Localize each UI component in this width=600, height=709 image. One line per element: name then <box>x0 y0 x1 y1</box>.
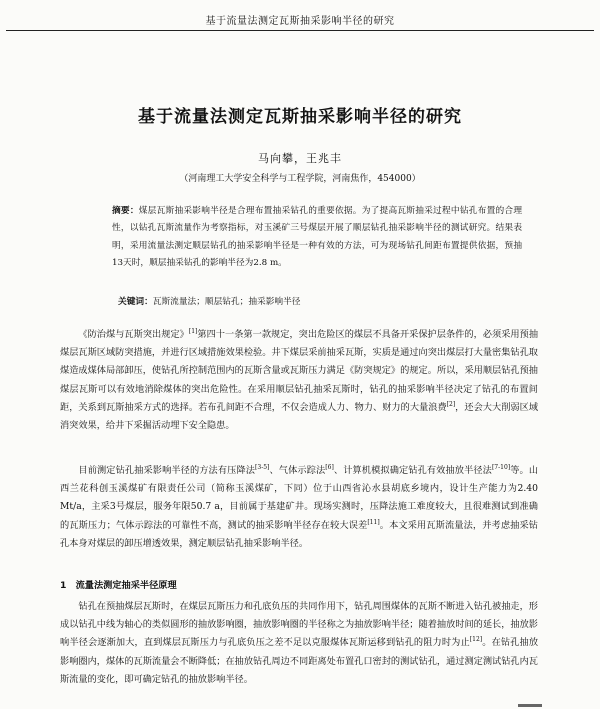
p3-text-a: 钻孔在预抽煤层瓦斯时，在煤层瓦斯压力和孔底负压的共同作用下，钻孔周围煤体的瓦斯不断进入钻孔被抽走，形成以钻孔中线为轴心的类似圆形的抽放影响圈，抽放影响圈的半径称之为抽放影响半径；随着抽放时间的延长，抽放影响半径会逐渐加大，直到煤层瓦斯压力与孔底负压之差不足以克服煤体瓦斯运移到钻孔的阻力时为止 <box>60 601 538 649</box>
p2-text-e: 。本文采用瓦斯流量法，并考虑抽采钻孔本身对煤层的卸压增透效果，测定顺层钻孔抽采影响半径。 <box>60 519 538 549</box>
citation-12: [12] <box>469 636 483 644</box>
p2-text-c: 、计算机模拟确定钻孔有效抽放半径法 <box>333 465 492 476</box>
citation-2: [2] <box>446 400 456 408</box>
p1-text-c: ，还会大大削弱区域消突效果，给井下采掘活动埋下安全隐患。 <box>60 401 539 432</box>
citation-7-10: [7-10] <box>491 463 511 471</box>
p1-text-b: 第四十一条第一款规定，突出危险区的煤层不具备开采保护层条件的，必须采用预抽煤层瓦斯区域防突措施，并进行区域措施效果检验。井下煤层采前抽采瓦斯，实质是通过向突出煤层打大量密集钻孔取煤造成煤体局部卸压，使钻孔所控制范围内的瓦斯含量或瓦斯压力满足《防突规定》的规定。所以，采用顺层钻孔预抽煤层瓦斯可以有效地消除煤体的突出危险性。在采用顺层钻孔抽采瓦斯时，钻孔的抽采影响半径决定了钻孔的布置间距，关系到瓦斯抽采方式的选择。若布孔间距不合理，不仅会造成人力、物力、财力的大量浪费 <box>60 329 539 413</box>
citation-3-5: [3-5] <box>255 463 270 471</box>
p3-text-b: 。在钻孔抽放影响圈内，煤体的瓦斯流量会不断降低；在抽放钻孔周边不同距离处布置孔口密封的测试钻孔，通过测定测试钻孔内瓦斯流量的变化，即可确定钻孔的抽放影响半径。 <box>60 637 539 685</box>
running-header <box>0 0 600 34</box>
p2-text-b: 、气体示踪法 <box>269 465 326 476</box>
keywords-label: 关键词： <box>118 297 153 307</box>
p2-text-d: 等。山西兰花科创玉溪煤矿有限责任公司（简称玉溪煤矿，下同）位于山西省沁水县胡底乡境内，设计生产能力为2.40 Mt/a，主采3号煤层，服务年限50.7 a，目前属于基建矿井。现场实测时，压降法施工难度较大，且很难测试到准确的瓦斯压力；气体示踪法的可靠性不高，测试的抽采影响半径存在较大误差 <box>60 465 539 531</box>
p2-text-a: 目前测定钻孔抽采影响半径的方法有压降法 <box>78 465 256 476</box>
citation-1: [1] <box>188 327 198 335</box>
citation-11: [11] <box>367 518 380 526</box>
page-edge-mark <box>518 704 542 707</box>
section-heading: 1 流量法测定抽采半径原理 <box>60 580 177 591</box>
paper-affiliation: （河南理工大学安全科学与工程学院，河南焦作，454000） <box>179 174 421 184</box>
paper-title: 基于流量法测定瓦斯抽采影响半径的研究 <box>138 107 462 127</box>
body-paragraph-1 <box>60 326 538 435</box>
keywords-text: 瓦斯流量法；顺层钻孔；抽采影响半径 <box>152 297 301 307</box>
abstract <box>112 203 522 273</box>
abstract-text: 煤层瓦斯抽采影响半径是合理布置抽采钻孔的重要依据。为了提高瓦斯抽采过程中钻孔布置的合理性，以钻孔瓦斯流量作为考察指标，对玉溪矿三号煤层开展了顺层钻孔抽采影响半径的测试研究。结果表明，采用流量法测定顺层钻孔的抽采影响半径是一种有效的方法，可为现场钻孔间距布置提供依据，预抽13天时，顺层抽采钻孔的影响半径为2.8 m。 <box>112 206 523 269</box>
body-paragraph-2 <box>60 462 538 553</box>
citation-6: [6] <box>325 463 334 471</box>
header-rule <box>6 30 594 31</box>
abstract-label: 摘要： <box>112 206 139 216</box>
keywords <box>118 295 528 309</box>
paper-authors: 马向攀，王兆丰 <box>258 152 342 165</box>
p1-text-a: 《防治煤与瓦斯突出规定》 <box>78 329 189 340</box>
body-paragraph-3 <box>60 598 538 689</box>
running-title: 基于流量法测定瓦斯抽采影响半径的研究 <box>205 16 395 27</box>
